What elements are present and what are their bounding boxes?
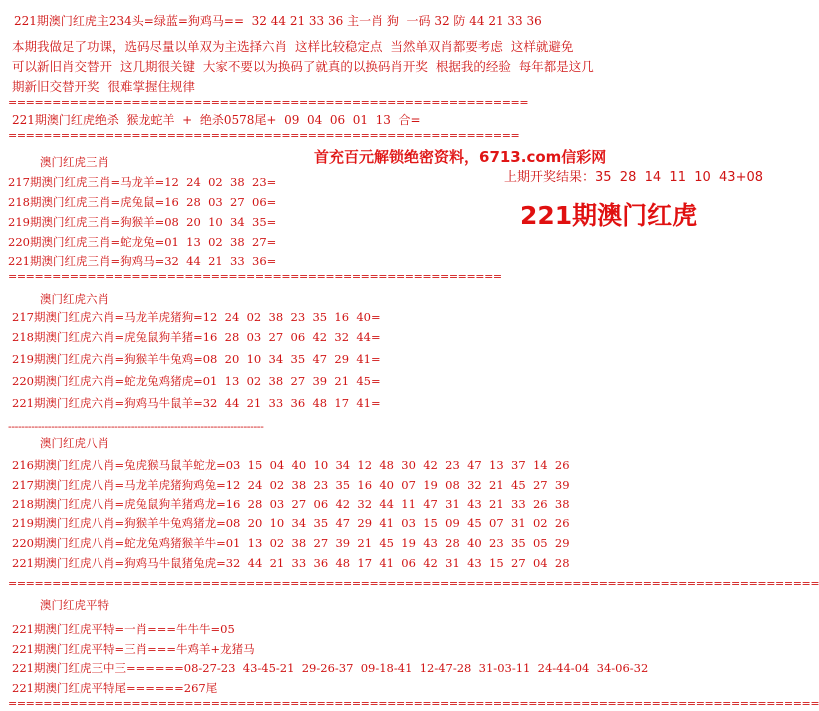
six-row: 221期澳门红虎六肖=狗鸡马牛鼠羊=32 44 21 33 36 48 17 41= (12, 396, 381, 410)
eight-row: 219期澳门红虎八肖=狗猴羊牛兔鸡猪龙=08 20 10 34 35 47 29 41 03 15 09 45 07 31 02 26 (12, 516, 570, 530)
intro-paragraph-line-2: 可以新旧肖交替开 这几期很关键 大家不要以为换码了就真的以换码肖开奖 根据我的经验 每年都是这几 (12, 59, 594, 74)
three-row: 218期澳门红虎三肖=虎兔鼠=16 28 03 27 06= (8, 195, 277, 209)
special-row: 221期澳门红虎平特尾======267尾 (12, 681, 218, 695)
three-row: 220期澳门红虎三肖=蛇龙兔=01 13 02 38 27= (8, 235, 277, 249)
ad-watermark: 首充百元解锁绝密资料，6713.com信彩网 (314, 148, 607, 166)
eight-row: 216期澳门红虎八肖=兔虎猴马鼠羊蛇龙=03 15 04 40 10 34 12 48 30 42 23 47 13 37 14 26 (12, 458, 570, 472)
special-row: 221期澳门红虎平特=三肖===牛鸡羊+龙猪马 (12, 642, 255, 656)
three-row: 221期澳门红虎三肖=狗鸡马=32 44 21 33 36= (8, 254, 277, 268)
intro-paragraph-line-3: 期新旧交替开奖 很难掌握住规律 (12, 79, 195, 94)
header-line: 221期澳门红虎主234头=绿蓝=狗鸡马== 32 44 21 33 36 主一肖 狗 一码 32 防 44 21 33 36 (14, 14, 542, 28)
separator-2: ========================================================== (8, 129, 520, 142)
three-row: 217期澳门红虎三肖=马龙羊=12 24 02 38 23= (8, 175, 277, 189)
section-title-special: 澳门红虎平特 (40, 598, 109, 612)
special-row: 221期澳门红虎平特=一肖===牛牛牛=05 (12, 622, 235, 636)
eight-row: 220期澳门红虎八肖=蛇龙兔鸡猪猴羊牛=01 13 02 38 27 39 21 45 19 43 28 40 23 35 05 29 (12, 536, 570, 550)
section-title-six: 澳门红虎六肖 (40, 292, 109, 306)
special-row: 221期澳门红虎三中三======08-27-23 43-45-21 29-26-37 09-18-41 12-47-28 31-03-11 24-44-04 34-06-32 (12, 661, 649, 675)
last-result: 上期开奖结果：35 28 14 11 10 43+08 (504, 170, 764, 185)
separator-special: ============================================================================================ (8, 697, 819, 710)
separator-eight: ============================================================================================ (8, 577, 819, 590)
six-row: 220期澳门红虎六肖=蛇龙兔鸡猪虎=01 13 02 38 27 39 21 45= (12, 374, 381, 388)
separator-three: ======================================================== (8, 270, 502, 283)
three-row: 219期澳门红虎三肖=狗猴羊=08 20 10 34 35= (8, 215, 277, 229)
six-row: 218期澳门红虎六肖=虎兔鼠狗羊猪=16 28 03 27 06 42 32 44= (12, 330, 381, 344)
eight-row: 217期澳门红虎八肖=马龙羊虎猪狗鸡兔=12 24 02 38 23 35 16 40 07 19 08 32 21 45 27 39 (12, 478, 570, 492)
six-row: 217期澳门红虎六肖=马龙羊虎猪狗=12 24 02 38 23 35 16 40= (12, 310, 381, 324)
big-title: 221期澳门红虎 (520, 201, 698, 230)
eight-row: 218期澳门红虎八肖=虎兔鼠狗羊猪鸡龙=16 28 03 27 06 42 32 44 11 47 31 43 21 33 26 38 (12, 497, 570, 511)
section-title-three: 澳门红虎三肖 (40, 155, 109, 169)
separator-six: ----------------------------------------------------------------------------- (8, 420, 264, 433)
intro-paragraph-line-1: 本期我做足了功课，选码尽量以单双为主选择六肖 这样比较稳定点 当然单双肖都要考虑 这样就避免 (12, 39, 574, 54)
kill-line: 221期澳门红虎绝杀 猴龙蛇羊 + 绝杀0578尾+ 09 04 06 01 13 合= (12, 113, 421, 127)
eight-row: 221期澳门红虎八肖=狗鸡马牛鼠猪兔虎=32 44 21 33 36 48 17 41 06 42 31 43 15 27 04 28 (12, 556, 570, 570)
section-title-eight: 澳门红虎八肖 (40, 436, 109, 450)
separator-1: =========================================================== (8, 96, 529, 109)
six-row: 219期澳门红虎六肖=狗猴羊牛兔鸡=08 20 10 34 35 47 29 41= (12, 352, 381, 366)
